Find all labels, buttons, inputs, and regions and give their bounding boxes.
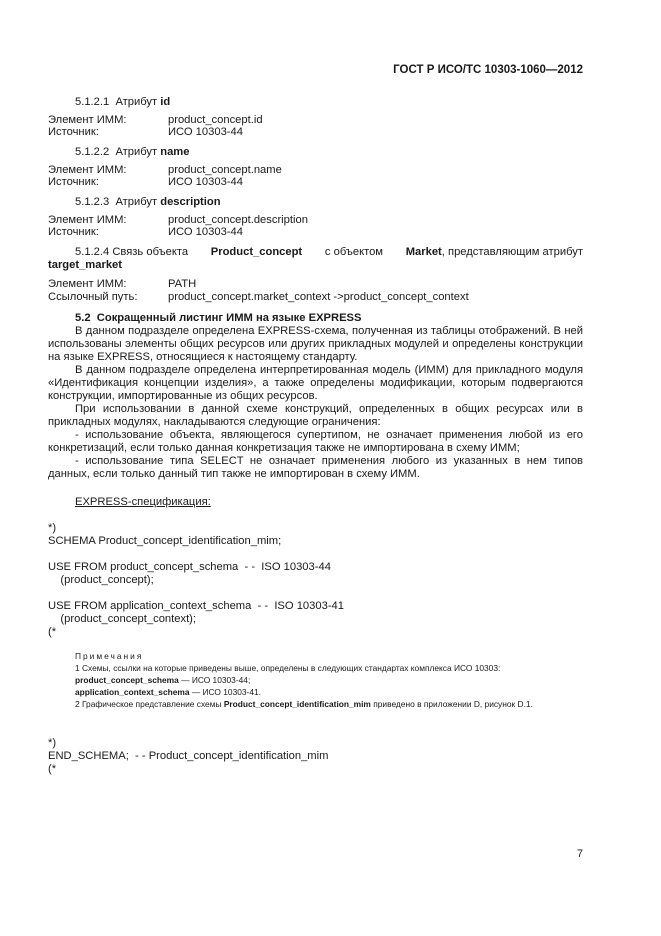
attribute-description-label1: Элемент ИММ: bbox=[48, 214, 127, 226]
association-heading-line2: target_market bbox=[48, 259, 122, 271]
code-line: END_SCHEMA; - - Product_concept_identification_mim bbox=[48, 750, 329, 762]
code-line: (* bbox=[48, 626, 57, 638]
code-line: *) bbox=[48, 737, 57, 749]
attribute-name-label1: Элемент ИММ: bbox=[48, 164, 127, 176]
code-line: USE FROM application_context_schema - - ISO 10303-41 bbox=[48, 600, 344, 612]
attribute-id-value1: product_concept.id bbox=[168, 114, 263, 126]
attribute-name-heading: 5.1.2.2 Атрибут name bbox=[75, 146, 190, 158]
code-line: (product_concept_context); bbox=[48, 613, 197, 625]
attribute-name-value2: ИСО 10303-44 bbox=[168, 176, 243, 188]
attribute-id-label2: Источник: bbox=[48, 126, 99, 138]
page-number: 7 bbox=[576, 848, 583, 860]
attribute-description-value2: ИСО 10303-44 bbox=[168, 226, 243, 238]
section-heading: 5.2 Сокращенный листинг ИММ на языке EXPRESS bbox=[75, 312, 362, 324]
notes-title: Примечания bbox=[75, 651, 144, 661]
attribute-description-value1: product_concept.description bbox=[168, 214, 308, 226]
code-line: SCHEMA Product_concept_identification_mim; bbox=[48, 535, 282, 547]
note-1-item: application_context_schema — ИСО 10303-41. bbox=[75, 687, 261, 697]
attribute-name-value1: product_concept.name bbox=[168, 164, 282, 176]
association-value2: product_concept.market_context ->product_concept_context bbox=[168, 291, 469, 303]
code-line: (product_concept); bbox=[48, 574, 154, 586]
code-line: USE FROM product_concept_schema - - ISO 10303-44 bbox=[48, 561, 331, 573]
list-item: - использование объекта, являющегося супертипом, не означает применения любой из его конкретизаций, если только данная конкретизация также не импортирована в схему ИММ; bbox=[48, 429, 583, 454]
association-label2: Ссылочный путь: bbox=[48, 291, 138, 303]
note-1: 1 Схемы, ссылки на которые приведены выше, определены в следующих стандартах комплекса ИСО 10303: bbox=[75, 663, 501, 673]
paragraph-3: При использовании в данной схеме конструкций, определенных в общих ресурсах или в прикладных модулях, накладываются следующие ограничения: bbox=[48, 403, 583, 428]
note-2: 2 Графическое представление схемы Product_concept_identification_mim приведено в приложении D, рисунок D.1. bbox=[75, 699, 533, 709]
paragraph-2: В данном подразделе определена интерпретированная модель (ИММ) для прикладного модуля «Идентификация концепции изделия», а также определены модификации, которым подвергаются конструкции, импортированные из общих ресурсов. bbox=[48, 364, 583, 402]
association-heading-line1: 5.1.2.4 Связь объекта Product_concept с объектом Market, представляющим атрибут bbox=[75, 246, 583, 258]
attribute-description-label2: Источник: bbox=[48, 226, 99, 238]
association-label1: Элемент ИММ: bbox=[48, 278, 127, 290]
express-spec-label: EXPRESS-спецификация: bbox=[75, 496, 211, 508]
document-header: ГОСТ Р ИСО/ТС 10303-1060—2012 bbox=[393, 64, 583, 76]
note-1-item: product_concept_schema — ИСО 10303-44; bbox=[75, 675, 251, 685]
association-value1: PATH bbox=[168, 278, 197, 290]
list-item: - использование типа SELECT не означает применения любого из указанных в нем типов данных, если только данный тип также не импортирован в схему ИММ. bbox=[48, 455, 583, 480]
attribute-id-heading: 5.1.2.1 Атрибут id bbox=[75, 96, 171, 108]
code-line: (* bbox=[48, 763, 57, 775]
code-line: *) bbox=[48, 522, 57, 534]
paragraph-1: В данном подразделе определена EXPRESS-схема, полученная из таблицы отображений. В ней использованы элементы общих ресурсов или других прикладных модулей и определены конструкции на языке EXPRESS, относящиеся к настоящему стандарту. bbox=[48, 325, 583, 363]
attribute-id-label1: Элемент ИММ: bbox=[48, 114, 127, 126]
notes-block bbox=[75, 650, 583, 710]
attribute-description-heading: 5.1.2.3 Атрибут description bbox=[75, 196, 221, 208]
section-body bbox=[48, 325, 583, 481]
attribute-name-label2: Источник: bbox=[48, 176, 99, 188]
attribute-id-value2: ИСО 10303-44 bbox=[168, 126, 243, 138]
